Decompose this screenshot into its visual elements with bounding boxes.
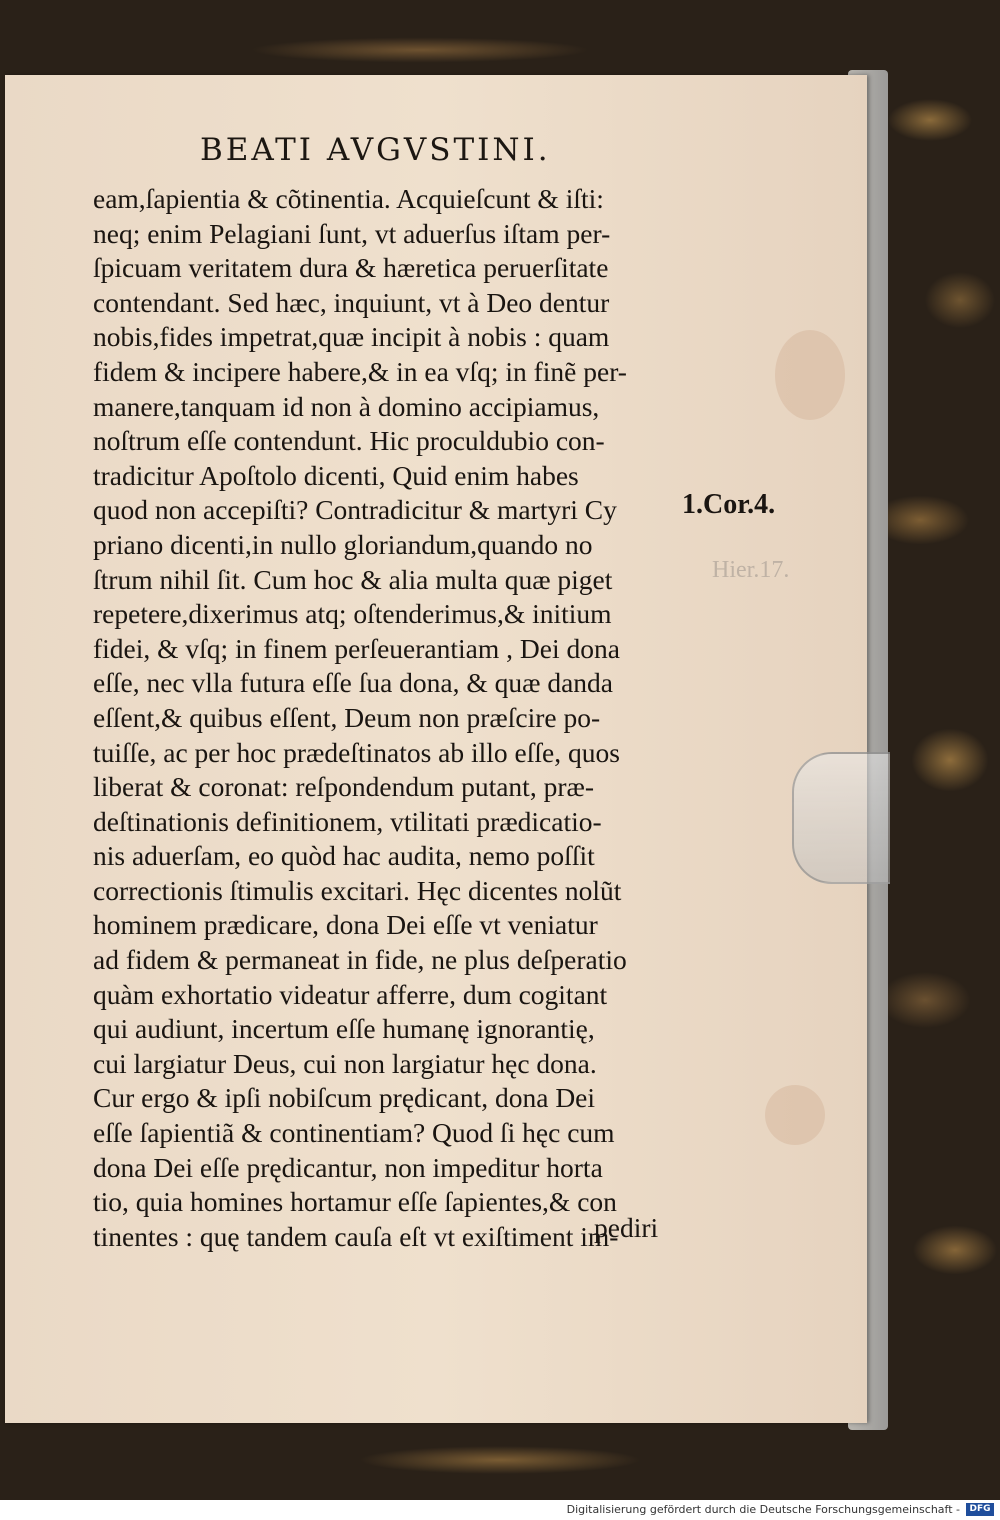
text-line: correctionis ſtimulis excitari. Hęc dicentes nolũt: [93, 874, 622, 906]
text-line: ſpicuam veritatem dura & hæretica peruerſitate: [93, 252, 609, 284]
text-line: nis aduerſam, eo quòd hac audita, nemo poſſit: [93, 840, 595, 872]
text-line: repetere,dixerimus atq; oſtenderimus,& initium: [93, 598, 612, 630]
body-text: [93, 182, 675, 1254]
text-line: contendant. Sed hæc, inquiunt, vt à Deo dentur: [93, 286, 610, 318]
text-line: eſſe ſapientiã & continentiam? Quod ſi hęc cum: [93, 1117, 615, 1149]
catchword: pediri: [594, 1212, 659, 1243]
text-line: Cur ergo & ipſi nobiſcum prędicant, dona Dei: [93, 1082, 596, 1114]
funding-note: Digitalisierung gefördert durch die Deutsche Forschungsgemeinschaft -: [566, 1503, 960, 1516]
text-line: nobis,fides impetrat,quæ incipit à nobis : quam: [93, 321, 610, 353]
text-line: deſtinationis definitionem, vtilitati prædicatio-: [93, 805, 602, 837]
text-line: hominem prædicare, dona Dei eſſe vt veniatur: [93, 909, 598, 941]
text-line: qui audiunt, incertum eſſe humanę ignorantię,: [93, 1013, 595, 1045]
text-line: tinentes : quę tandem cauſa eſt vt exiſtiment im-: [93, 1220, 619, 1252]
text-line: eſſe, nec vlla futura eſſe ſua dona, & quæ danda: [93, 667, 614, 699]
page-holder-clip: [792, 752, 890, 884]
text-line: priano dicenti,in nullo gloriandum,quando no: [93, 528, 593, 560]
text-line: tio, quia homines hortamur eſſe ſapientes,& con: [93, 1186, 617, 1218]
running-head: BEATI AVGVSTINI.: [200, 132, 551, 168]
text-line: ad fidem & permaneat in fide, ne plus deſperatio: [93, 944, 627, 976]
text-line: liberat & coronat: reſpondendum putant, præ-: [93, 771, 594, 803]
text-line: tradicitur Apoſtolo dicenti, Quid enim habes: [93, 459, 579, 491]
text-line: quàm exhortatio videatur afferre, dum cogitant: [93, 978, 608, 1010]
text-line: fidem & incipere habere,& in ea vſq; in finẽ per-: [93, 355, 627, 387]
text-line: dona Dei eſſe prędicantur, non impeditur horta: [93, 1151, 603, 1183]
text-line: tuiſſe, ac per hoc prædeſtinatos ab illo eſſe, quos: [93, 736, 620, 768]
text-line: cui largiatur Deus, cui non largiatur hęc dona.: [93, 1047, 597, 1079]
text-line: neq; enim Pelagiani ſunt, vt aduerſus iſtam per-: [93, 217, 611, 249]
text-line: fidei, & vſq; in finem perſeuerantiam , Dei dona: [93, 632, 620, 664]
text-line: eam,ſapientia & cõtinentia. Acquieſcunt & iſti:: [93, 183, 604, 214]
text-line: manere,tanquam id non à domino accipiamus,: [93, 390, 600, 422]
paper-stain: [775, 330, 845, 420]
text-line: noſtrum eſſe contendunt. Hic proculdubio con-: [93, 425, 605, 457]
show-through-note: Hier.17.: [712, 557, 790, 583]
text-line: quod non accepiſti? Contradicitur & martyri Cy: [93, 494, 617, 526]
dfg-logo: DFG: [966, 1503, 994, 1516]
paper-stain: [765, 1085, 825, 1145]
text-line: ſtrum nihil ſit. Cum hoc & alia multa quæ piget: [93, 563, 613, 595]
marginal-note: 1.Cor.4.: [682, 489, 776, 520]
text-line: eſſent,& quibus eſſent, Deum non præſcire po-: [93, 701, 601, 733]
